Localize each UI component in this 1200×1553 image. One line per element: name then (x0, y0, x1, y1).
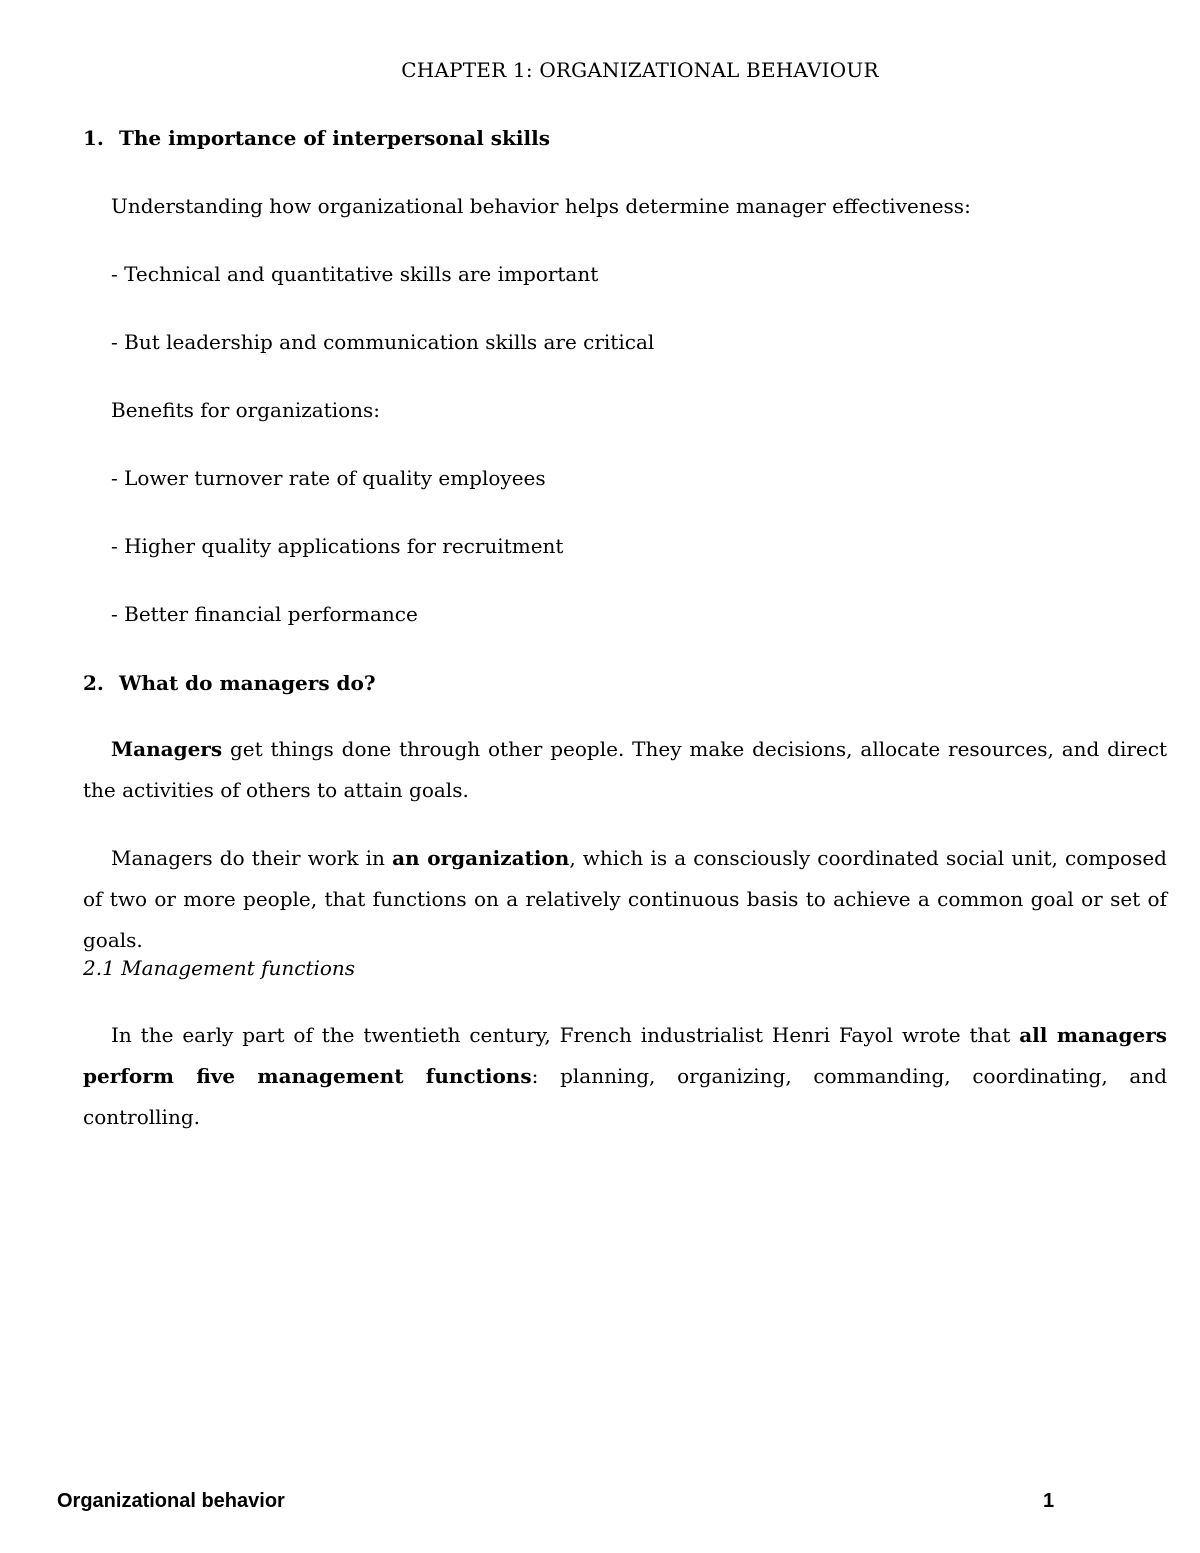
chapter-title: CHAPTER 1: ORGANIZATIONAL BEHAVIOUR (401, 58, 879, 82)
benefit-item-turnover: - Lower turnover rate of quality employees (111, 466, 546, 490)
section-2-heading-text: What do managers do? (119, 671, 376, 695)
benefit-item-financial: - Better financial performance (111, 602, 418, 626)
section-2-heading (83, 671, 376, 695)
organization-paragraph (83, 838, 1167, 961)
managers-paragraph-text: get things done through other people. They make decisions, allocate resources, and direct the activities of others to attain goals. (83, 737, 1167, 802)
skill-item-technical: - Technical and quantitative skills are important (111, 262, 599, 286)
section-1-heading-text: The importance of interpersonal skills (119, 126, 550, 150)
organization-term: an organization (392, 846, 570, 870)
benefits-label: Benefits for organizations: (111, 398, 381, 422)
skill-item-leadership: - But leadership and communication skills are critical (111, 330, 655, 354)
section-1-intro: Understanding how organizational behavior helps determine manager effectiveness: (111, 194, 971, 218)
fayol-paragraph-start: In the early part of the twentieth century, French industrialist Henri Fayol wrote that (111, 1023, 1020, 1047)
fayol-paragraph (83, 1015, 1167, 1138)
five-functions-term: all managers perform five management functions (83, 1023, 1167, 1088)
managers-paragraph (83, 729, 1167, 811)
subsection-2-1-heading: 2.1 Management functions (83, 956, 356, 980)
section-2-number: 2. (83, 671, 104, 695)
section-1-number: 1. (83, 126, 104, 150)
fayol-paragraph-rest: : planning, organizing, commanding, coordinating, and controlling. (83, 1064, 1168, 1129)
benefit-item-recruitment: - Higher quality applications for recruitment (111, 534, 564, 558)
section-1-heading (83, 126, 550, 150)
organization-paragraph-start: Managers do their work in (111, 846, 393, 870)
footer-title: Organizational behavior (57, 1490, 285, 1512)
managers-term: Managers (111, 737, 223, 761)
organization-paragraph-rest: , which is a consciously coordinated social unit, composed of two or more people, that functions on a relatively continuous basis to achieve a common goal or set of goals. (83, 846, 1167, 952)
page-number: 1 (1043, 1490, 1055, 1512)
